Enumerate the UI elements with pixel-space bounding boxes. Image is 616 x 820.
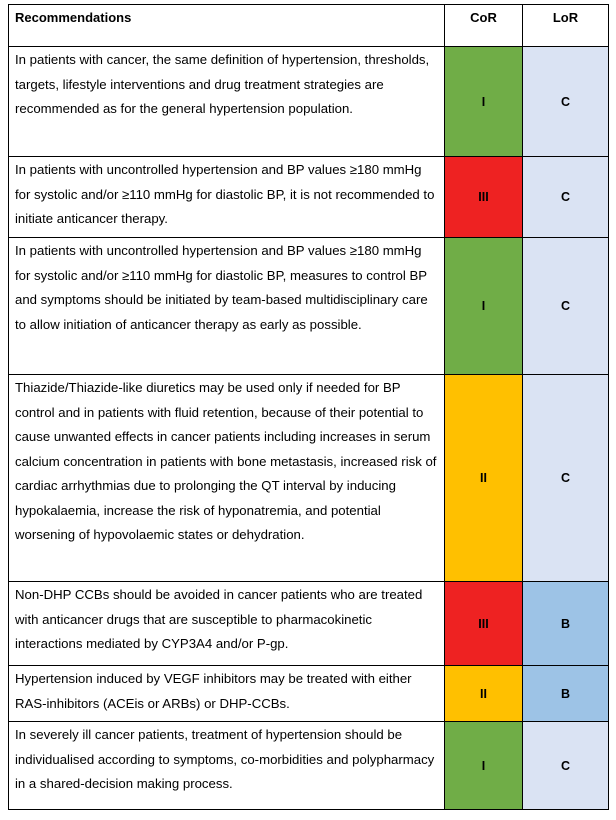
recommendation-text: In severely ill cancer patients, treatment of hypertension should be individualised according to symptoms, co-morbidities and polypharmacy in a shared-decision making process. [9, 722, 445, 810]
cor-cell: III [445, 157, 523, 238]
cor-cell: II [445, 375, 523, 582]
recommendation-text: Non-DHP CCBs should be avoided in cancer patients who are treated with anticancer drugs that are susceptible to pharmacokinetic interactions mediated by CYP3A4 and/or P-gp. [9, 582, 445, 666]
recommendations-table [8, 4, 609, 810]
table-row [9, 666, 609, 722]
recommendation-text: Thiazide/Thiazide-like diuretics may be used only if needed for BP control and in patients with fluid retention, because of their potential to cause unwanted effects in cancer patients including increases in serum calcium concentration in patients with bone metastasis, increased risk of cardiac arrhythmias due to prolonging the QT interval by inducing hypokalaemia, increase the risk of hyponatremia, and potential worsening of hypovolaemic states or dehydration. [9, 375, 445, 582]
lor-cell: B [523, 666, 609, 722]
cor-cell: I [445, 47, 523, 157]
table-row [9, 375, 609, 582]
cor-cell: III [445, 582, 523, 666]
header-recommendations: Recommendations [9, 5, 445, 47]
recommendation-text: In patients with uncontrolled hypertension and BP values ≥180 mmHg for systolic and/or ≥110 mmHg for diastolic BP, measures to control BP and symptoms should be initiated by team-based multidisciplinary care to allow initiation of anticancer therapy as early as possible. [9, 238, 445, 375]
recommendation-text: In patients with cancer, the same definition of hypertension, thresholds, targets, lifestyle interventions and drug treatment strategies are recommended as for the general hypertension population. [9, 47, 445, 157]
table-row [9, 157, 609, 238]
lor-cell: C [523, 375, 609, 582]
lor-cell: C [523, 157, 609, 238]
lor-cell: C [523, 47, 609, 157]
header-cor: CoR [445, 5, 523, 47]
table-row [9, 722, 609, 810]
table-header-row [9, 5, 609, 47]
lor-cell: B [523, 582, 609, 666]
recommendation-text: Hypertension induced by VEGF inhibitors may be treated with either RAS-inhibitors (ACEis or ARBs) or DHP-CCBs. [9, 666, 445, 722]
table-row [9, 238, 609, 375]
cor-cell: II [445, 666, 523, 722]
cor-cell: I [445, 722, 523, 810]
recommendation-text: In patients with uncontrolled hypertension and BP values ≥180 mmHg for systolic and/or ≥110 mmHg for diastolic BP, it is not recommended to initiate anticancer therapy. [9, 157, 445, 238]
cor-cell: I [445, 238, 523, 375]
table-row [9, 47, 609, 157]
lor-cell: C [523, 238, 609, 375]
table-row [9, 582, 609, 666]
lor-cell: C [523, 722, 609, 810]
header-lor: LoR [523, 5, 609, 47]
